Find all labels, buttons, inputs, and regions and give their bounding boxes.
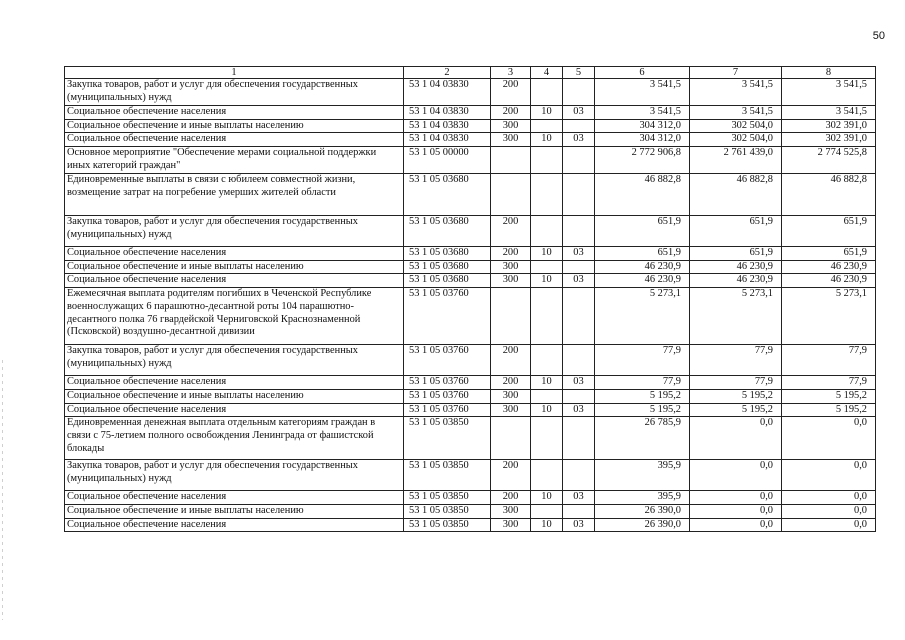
subsection-cell (563, 79, 595, 106)
expense-type-cell: 200 (491, 376, 531, 390)
row-name-cell: Социальное обеспечение населения (65, 133, 404, 147)
amount-year1-cell: 304 312,0 (595, 133, 690, 147)
budget-code-cell: 53 1 05 03760 (404, 389, 491, 403)
row-name-cell: Социальное обеспечение населения (65, 403, 404, 417)
expense-type-cell: 200 (491, 345, 531, 376)
column-header: 2 (404, 67, 491, 79)
row-name-cell: Закупка товаров, работ и услуг для обеспечения государственных (муниципальных) нужд (65, 216, 404, 247)
section-cell (531, 216, 563, 247)
section-cell (531, 260, 563, 274)
table-row (65, 106, 876, 120)
table-row (65, 417, 876, 460)
section-cell (531, 119, 563, 133)
amount-year3-cell: 651,9 (782, 216, 876, 247)
amount-year2-cell: 302 504,0 (690, 133, 782, 147)
expense-type-cell (491, 174, 531, 216)
column-number-row (65, 67, 876, 79)
section-cell (531, 79, 563, 106)
row-name-cell: Социальное обеспечение населения (65, 106, 404, 120)
amount-year1-cell: 46 882,8 (595, 174, 690, 216)
section-cell: 10 (531, 403, 563, 417)
section-cell (531, 345, 563, 376)
expense-type-cell: 200 (491, 106, 531, 120)
section-cell (531, 147, 563, 174)
budget-code-cell: 53 1 04 03830 (404, 119, 491, 133)
section-cell: 10 (531, 274, 563, 288)
row-name-cell: Социальное обеспечение населения (65, 518, 404, 532)
amount-year3-cell: 0,0 (782, 417, 876, 460)
amount-year3-cell: 3 541,5 (782, 106, 876, 120)
budget-code-cell: 53 1 05 03680 (404, 274, 491, 288)
amount-year2-cell: 5 273,1 (690, 288, 782, 345)
subsection-cell (563, 288, 595, 345)
amount-year3-cell: 46 230,9 (782, 274, 876, 288)
expense-type-cell: 300 (491, 133, 531, 147)
table-row (65, 216, 876, 247)
section-cell: 10 (531, 247, 563, 261)
amount-year1-cell: 46 230,9 (595, 260, 690, 274)
row-name-cell: Социальное обеспечение населения (65, 376, 404, 390)
expense-type-cell (491, 417, 531, 460)
amount-year3-cell: 0,0 (782, 504, 876, 518)
row-name-cell: Закупка товаров, работ и услуг для обеспечения государственных (муниципальных) нужд (65, 79, 404, 106)
amount-year3-cell: 2 774 525,8 (782, 147, 876, 174)
amount-year2-cell: 0,0 (690, 417, 782, 460)
budget-code-cell: 53 1 05 03850 (404, 518, 491, 532)
amount-year1-cell: 5 195,2 (595, 389, 690, 403)
row-name-cell: Закупка товаров, работ и услуг для обеспечения государственных (муниципальных) нужд (65, 460, 404, 491)
table-row (65, 376, 876, 390)
budget-code-cell: 53 1 04 03830 (404, 133, 491, 147)
subsection-cell (563, 119, 595, 133)
budget-table (64, 66, 876, 532)
section-cell (531, 389, 563, 403)
amount-year3-cell: 302 391,0 (782, 133, 876, 147)
amount-year1-cell: 5 273,1 (595, 288, 690, 345)
table-row (65, 389, 876, 403)
amount-year3-cell: 0,0 (782, 460, 876, 491)
amount-year1-cell: 46 230,9 (595, 274, 690, 288)
amount-year3-cell: 302 391,0 (782, 119, 876, 133)
amount-year1-cell: 395,9 (595, 460, 690, 491)
amount-year3-cell: 77,9 (782, 376, 876, 390)
table-row (65, 133, 876, 147)
subsection-cell (563, 147, 595, 174)
table-row (65, 491, 876, 505)
amount-year2-cell: 3 541,5 (690, 106, 782, 120)
amount-year3-cell: 5 273,1 (782, 288, 876, 345)
table-row (65, 260, 876, 274)
amount-year1-cell: 26 785,9 (595, 417, 690, 460)
amount-year2-cell: 46 230,9 (690, 260, 782, 274)
amount-year3-cell: 77,9 (782, 345, 876, 376)
amount-year2-cell: 77,9 (690, 376, 782, 390)
table-row (65, 288, 876, 345)
section-cell: 10 (531, 518, 563, 532)
row-name-cell: Закупка товаров, работ и услуг для обеспечения государственных (муниципальных) нужд (65, 345, 404, 376)
amount-year3-cell: 5 195,2 (782, 389, 876, 403)
table-row (65, 174, 876, 216)
amount-year2-cell: 5 195,2 (690, 403, 782, 417)
budget-code-cell: 53 1 05 03760 (404, 403, 491, 417)
subsection-cell (563, 504, 595, 518)
scan-edge-artifact (2, 360, 3, 620)
row-name-cell: Социальное обеспечение населения (65, 491, 404, 505)
amount-year2-cell: 0,0 (690, 504, 782, 518)
budget-code-cell: 53 1 05 03680 (404, 247, 491, 261)
amount-year1-cell: 5 195,2 (595, 403, 690, 417)
section-cell (531, 417, 563, 460)
expense-type-cell: 300 (491, 260, 531, 274)
amount-year1-cell: 651,9 (595, 216, 690, 247)
amount-year1-cell: 3 541,5 (595, 79, 690, 106)
row-name-cell: Социальное обеспечение населения (65, 274, 404, 288)
column-header: 3 (491, 67, 531, 79)
expense-type-cell: 300 (491, 119, 531, 133)
subsection-cell (563, 460, 595, 491)
section-cell (531, 174, 563, 216)
amount-year2-cell: 0,0 (690, 460, 782, 491)
amount-year2-cell: 46 230,9 (690, 274, 782, 288)
amount-year2-cell: 46 882,8 (690, 174, 782, 216)
row-name-cell: Социальное обеспечение и иные выплаты населению (65, 260, 404, 274)
subsection-cell (563, 389, 595, 403)
subsection-cell: 03 (563, 403, 595, 417)
budget-code-cell: 53 1 05 03760 (404, 376, 491, 390)
expense-type-cell: 200 (491, 247, 531, 261)
amount-year2-cell: 302 504,0 (690, 119, 782, 133)
amount-year3-cell: 0,0 (782, 491, 876, 505)
expense-type-cell: 200 (491, 460, 531, 491)
table-row (65, 504, 876, 518)
amount-year3-cell: 46 882,8 (782, 174, 876, 216)
expense-type-cell: 200 (491, 216, 531, 247)
budget-code-cell: 53 1 05 03850 (404, 460, 491, 491)
budget-code-cell: 53 1 05 03850 (404, 417, 491, 460)
section-cell (531, 460, 563, 491)
table-body (65, 79, 876, 532)
amount-year2-cell: 5 195,2 (690, 389, 782, 403)
amount-year1-cell: 77,9 (595, 345, 690, 376)
row-name-cell: Единовременная денежная выплата отдельным категориям граждан в связи с 75-летием полного освобождения Ленинграда от фашистской блокады (65, 417, 404, 460)
table-row (65, 247, 876, 261)
subsection-cell: 03 (563, 247, 595, 261)
budget-code-cell: 53 1 05 00000 (404, 147, 491, 174)
subsection-cell: 03 (563, 376, 595, 390)
budget-code-cell: 53 1 05 03680 (404, 216, 491, 247)
amount-year3-cell: 46 230,9 (782, 260, 876, 274)
amount-year3-cell: 651,9 (782, 247, 876, 261)
section-cell: 10 (531, 106, 563, 120)
budget-code-cell: 53 1 05 03850 (404, 491, 491, 505)
table-row (65, 460, 876, 491)
table-row (65, 403, 876, 417)
amount-year1-cell: 651,9 (595, 247, 690, 261)
amount-year1-cell: 304 312,0 (595, 119, 690, 133)
amount-year1-cell: 395,9 (595, 491, 690, 505)
subsection-cell: 03 (563, 518, 595, 532)
expense-type-cell: 300 (491, 504, 531, 518)
row-name-cell: Социальное обеспечение населения (65, 247, 404, 261)
table-row (65, 147, 876, 174)
amount-year2-cell: 0,0 (690, 491, 782, 505)
amount-year3-cell: 5 195,2 (782, 403, 876, 417)
row-name-cell: Социальное обеспечение и иные выплаты населению (65, 504, 404, 518)
amount-year2-cell: 651,9 (690, 216, 782, 247)
subsection-cell (563, 345, 595, 376)
section-cell: 10 (531, 491, 563, 505)
column-header: 6 (595, 67, 690, 79)
section-cell (531, 288, 563, 345)
column-header: 1 (65, 67, 404, 79)
amount-year3-cell: 3 541,5 (782, 79, 876, 106)
amount-year2-cell: 2 761 439,0 (690, 147, 782, 174)
budget-code-cell: 53 1 05 03680 (404, 260, 491, 274)
section-cell: 10 (531, 133, 563, 147)
amount-year2-cell: 77,9 (690, 345, 782, 376)
column-header: 4 (531, 67, 563, 79)
amount-year2-cell: 651,9 (690, 247, 782, 261)
expense-type-cell: 300 (491, 403, 531, 417)
table-row (65, 79, 876, 106)
amount-year2-cell: 0,0 (690, 518, 782, 532)
amount-year1-cell: 3 541,5 (595, 106, 690, 120)
table-row (65, 518, 876, 532)
subsection-cell (563, 216, 595, 247)
amount-year1-cell: 2 772 906,8 (595, 147, 690, 174)
subsection-cell: 03 (563, 106, 595, 120)
expense-type-cell (491, 288, 531, 345)
section-cell: 10 (531, 376, 563, 390)
amount-year3-cell: 0,0 (782, 518, 876, 532)
budget-code-cell: 53 1 05 03680 (404, 174, 491, 216)
row-name-cell: Основное мероприятие "Обеспечение мерами социальной поддержки иных категорий граждан" (65, 147, 404, 174)
subsection-cell (563, 417, 595, 460)
subsection-cell (563, 260, 595, 274)
row-name-cell: Социальное обеспечение и иные выплаты населению (65, 389, 404, 403)
expense-type-cell: 200 (491, 79, 531, 106)
expense-type-cell: 300 (491, 389, 531, 403)
page-number: 50 (872, 30, 885, 42)
column-header: 7 (690, 67, 782, 79)
subsection-cell (563, 174, 595, 216)
row-name-cell: Ежемесячная выплата родителям погибших в Чеченской Республике военнослужащих 6 парашютно-десантной роты 104 парашютно-десантного полка 76 гвардейской Черниговской Краснознаменной (Псковской) воздушно-десантной дивизии (65, 288, 404, 345)
budget-code-cell: 53 1 04 03830 (404, 106, 491, 120)
table-row (65, 119, 876, 133)
amount-year1-cell: 26 390,0 (595, 504, 690, 518)
subsection-cell: 03 (563, 274, 595, 288)
row-name-cell: Единовременные выплаты в связи с юбилеем совместной жизни, возмещение затрат на погребение умерших жителей области (65, 174, 404, 216)
expense-type-cell: 300 (491, 274, 531, 288)
amount-year2-cell: 3 541,5 (690, 79, 782, 106)
expense-type-cell (491, 147, 531, 174)
table-row (65, 274, 876, 288)
budget-code-cell: 53 1 05 03760 (404, 345, 491, 376)
table-row (65, 345, 876, 376)
row-name-cell: Социальное обеспечение и иные выплаты населению (65, 119, 404, 133)
amount-year1-cell: 77,9 (595, 376, 690, 390)
section-cell (531, 504, 563, 518)
budget-code-cell: 53 1 05 03850 (404, 504, 491, 518)
column-header: 8 (782, 67, 876, 79)
budget-code-cell: 53 1 04 03830 (404, 79, 491, 106)
expense-type-cell: 300 (491, 518, 531, 532)
amount-year1-cell: 26 390,0 (595, 518, 690, 532)
subsection-cell: 03 (563, 133, 595, 147)
column-header: 5 (563, 67, 595, 79)
budget-code-cell: 53 1 05 03760 (404, 288, 491, 345)
expense-type-cell: 200 (491, 491, 531, 505)
subsection-cell: 03 (563, 491, 595, 505)
